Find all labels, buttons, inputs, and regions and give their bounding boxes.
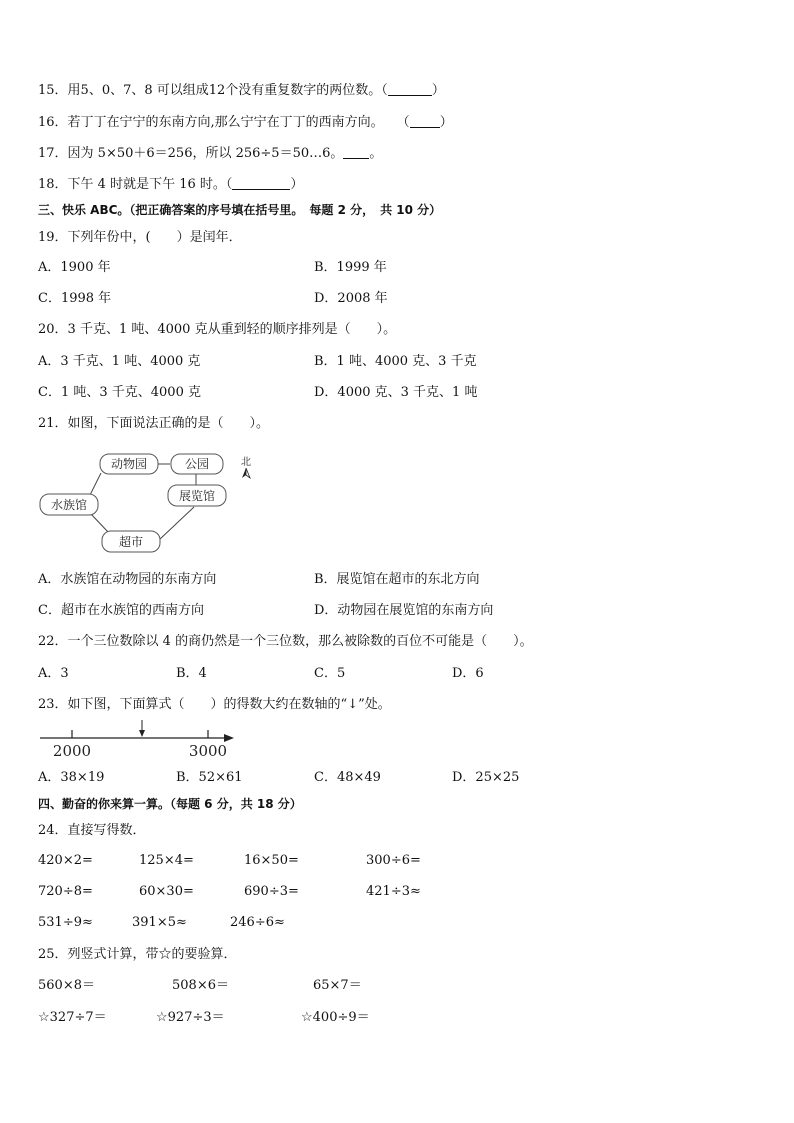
calc-item: 125×4= bbox=[139, 853, 194, 868]
answer-blank[interactable] bbox=[410, 114, 440, 128]
calc-item: 531÷9≈ bbox=[38, 915, 93, 930]
map-edge bbox=[90, 513, 109, 533]
option-a[interactable]: A．1900 年 bbox=[38, 260, 111, 275]
option-d[interactable]: D．2008 年 bbox=[314, 291, 388, 306]
aquarium-label: 水族馆 bbox=[50, 498, 88, 512]
option-d[interactable]: D．4000 克、3 千克、1 吨 bbox=[314, 385, 478, 400]
option-c[interactable]: C．5 bbox=[314, 666, 346, 681]
option-c[interactable]: C．1998 年 bbox=[38, 291, 112, 306]
question-21-stem: 21．如图，下面说法正确的是（ ）。 bbox=[38, 416, 270, 431]
answer-blank[interactable] bbox=[388, 82, 432, 96]
calc-item: 65×7＝ bbox=[313, 978, 362, 993]
option-a[interactable]: A．水族馆在动物园的东南方向 bbox=[38, 572, 217, 587]
calc-item: 391×5≈ bbox=[132, 915, 187, 930]
calc-item: ☆327÷7＝ bbox=[38, 1010, 107, 1025]
tick-label-2000: 2000 bbox=[52, 742, 92, 760]
question-15: 15．用5、0、7、8 可以组成12个没有重复数字的两位数。（ ） bbox=[38, 83, 445, 98]
section-4-title: 四、勤奋的你来算一算。（每题 6 分，共 18 分） bbox=[38, 797, 302, 811]
question-25-stem: 25．列竖式计算，带☆的要验算． bbox=[38, 947, 237, 962]
question-20-stem: 20．3 千克、1 吨、4000 克从重到轻的顺序排列是（ ）。 bbox=[38, 322, 397, 337]
calc-item: 300÷6= bbox=[366, 853, 421, 868]
tick-label-3000: 3000 bbox=[188, 742, 228, 760]
calc-item: 60×30= bbox=[139, 884, 194, 899]
option-b[interactable]: B．4 bbox=[176, 666, 207, 681]
zoo-label: 动物园 bbox=[110, 457, 148, 471]
option-d[interactable]: D．6 bbox=[452, 666, 484, 681]
question-23-stem: 23．如下图，下面算式（ ）的得数大约在数轴的“↓”处。 bbox=[38, 697, 391, 712]
map-edge bbox=[159, 507, 194, 540]
answer-blank[interactable] bbox=[343, 145, 369, 159]
location-map-diagram bbox=[34, 445, 264, 563]
option-d[interactable]: D．25×25 bbox=[452, 770, 520, 785]
option-b[interactable]: B．1 吨、4000 克、3 千克 bbox=[314, 354, 477, 369]
option-c[interactable]: C．超市在水族馆的西南方向 bbox=[38, 603, 204, 618]
exhibition-label: 展览馆 bbox=[178, 489, 216, 503]
calc-item: 421÷3≈ bbox=[366, 884, 421, 899]
park-label: 公园 bbox=[184, 457, 210, 471]
north-arrow-icon bbox=[242, 468, 246, 478]
question-17: 17．因为 5×50＋6＝256，所以 256÷5＝50…6。 。 bbox=[38, 146, 383, 161]
number-line bbox=[38, 718, 238, 762]
supermarket-label: 超市 bbox=[118, 535, 144, 549]
option-b[interactable]: B．52×61 bbox=[176, 770, 243, 785]
option-a[interactable]: A．3 bbox=[38, 666, 69, 681]
question-24-stem: 24．直接写得数． bbox=[38, 823, 146, 838]
calc-item: 246÷6≈ bbox=[230, 915, 285, 930]
calc-item: 420×2= bbox=[38, 853, 93, 868]
option-a[interactable]: A．38×19 bbox=[38, 770, 105, 785]
section-3-title: 三、快乐 ABC。（把正确答案的序号填在括号里。 每题 2 分， 共 10 分） bbox=[38, 203, 442, 217]
calc-item: ☆400÷9＝ bbox=[301, 1010, 370, 1025]
calc-item: 560×8＝ bbox=[38, 978, 95, 993]
down-arrow-icon bbox=[139, 730, 145, 737]
north-label: 北 bbox=[241, 457, 251, 468]
map-edge bbox=[90, 473, 101, 495]
calc-item: 720÷8= bbox=[38, 884, 93, 899]
answer-blank[interactable] bbox=[232, 176, 290, 190]
calc-item: 690÷3= bbox=[244, 884, 299, 899]
question-22-stem: 22．一个三位数除以 4 的商仍然是一个三位数，那么被除数的百位不可能是（ ）。 bbox=[38, 634, 533, 649]
axis-arrow-icon bbox=[224, 734, 234, 742]
option-b[interactable]: B．展览馆在超市的东北方向 bbox=[314, 572, 480, 587]
calc-item: ☆927÷3＝ bbox=[156, 1010, 225, 1025]
option-d[interactable]: D．动物园在展览馆的东南方向 bbox=[314, 603, 494, 618]
option-c[interactable]: C．1 吨、3 千克、4000 克 bbox=[38, 385, 201, 400]
question-16: 16．若丁丁在宁宁的东南方向,那么宁宁在丁丁的西南方向。 （ ） bbox=[38, 115, 453, 130]
option-c[interactable]: C．48×49 bbox=[314, 770, 381, 785]
calc-item: 16×50= bbox=[244, 853, 299, 868]
calc-item: 508×6＝ bbox=[172, 978, 229, 993]
question-19-stem: 19．下列年份中，( ）是闰年． bbox=[38, 230, 242, 245]
option-a[interactable]: A．3 千克、1 吨、4000 克 bbox=[38, 354, 201, 369]
option-b[interactable]: B．1999 年 bbox=[314, 260, 387, 275]
question-18: 18．下午 4 时就是下午 16 时。（ ） bbox=[38, 177, 304, 192]
